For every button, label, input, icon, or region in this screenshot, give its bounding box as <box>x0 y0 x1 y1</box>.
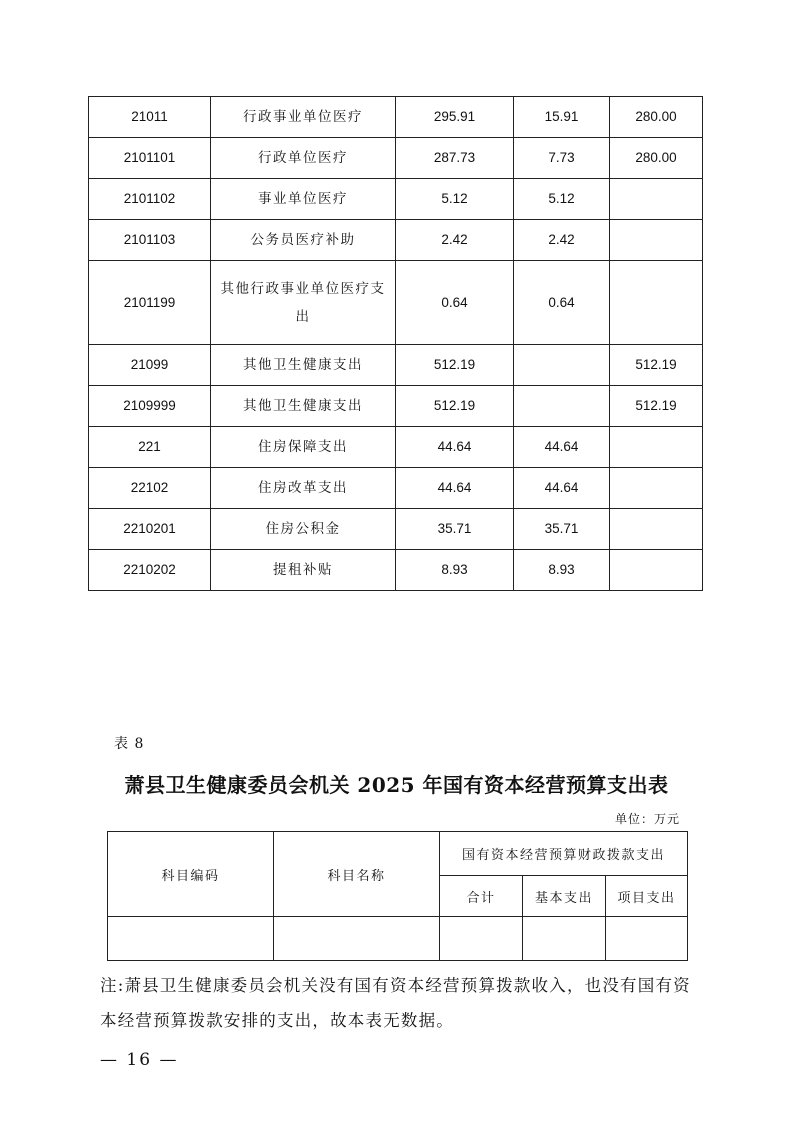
subject-name-cell: 公务员医疗补助 <box>211 220 396 261</box>
table-row <box>89 386 703 427</box>
total-cell: 0.64 <box>396 261 514 345</box>
table-header-row <box>108 832 688 876</box>
page-title: 萧县卫生健康委员会机关 2025 年国有资本经营预算支出表 <box>124 773 669 797</box>
subject-name-cell: 行政单位医疗 <box>211 138 396 179</box>
subject-code-cell: 2101101 <box>89 138 211 179</box>
project-expense-cell <box>610 261 703 345</box>
subject-name-cell: 其他卫生健康支出 <box>211 345 396 386</box>
total-cell: 44.64 <box>396 468 514 509</box>
subject-code-cell: 2210202 <box>89 550 211 591</box>
subject-name-cell: 其他卫生健康支出 <box>211 386 396 427</box>
basic-expense-cell: 44.64 <box>514 468 610 509</box>
table-row <box>89 550 703 591</box>
table-label: 表 8 <box>114 736 145 752</box>
table-row <box>89 345 703 386</box>
subject-name-cell: 行政事业单位医疗 <box>211 97 396 138</box>
total-cell: 35.71 <box>396 509 514 550</box>
total-cell: 512.19 <box>396 345 514 386</box>
column-header-subject-code: 科目编码 <box>108 832 274 917</box>
basic-expense-cell: 35.71 <box>514 509 610 550</box>
unit-label: 单位：万元 <box>614 812 680 826</box>
subject-code-cell: 2210201 <box>89 509 211 550</box>
basic-expense-cell <box>523 917 606 961</box>
subject-code-cell: 22102 <box>89 468 211 509</box>
project-expense-cell: 280.00 <box>610 138 703 179</box>
subject-code-cell: 2101102 <box>89 179 211 220</box>
subject-code-cell <box>108 917 274 961</box>
total-cell: 287.73 <box>396 138 514 179</box>
basic-expense-cell: 15.91 <box>514 97 610 138</box>
total-cell <box>440 917 523 961</box>
table-row <box>89 220 703 261</box>
basic-expense-cell: 5.12 <box>514 179 610 220</box>
subject-code-cell: 21011 <box>89 97 211 138</box>
subject-code-cell: 2101199 <box>89 261 211 345</box>
subject-code-cell: 2109999 <box>89 386 211 427</box>
project-expense-cell <box>610 179 703 220</box>
project-expense-cell: 512.19 <box>610 345 703 386</box>
basic-expense-cell: 2.42 <box>514 220 610 261</box>
basic-expense-cell: 7.73 <box>514 138 610 179</box>
table-row <box>108 917 688 961</box>
basic-expense-cell: 0.64 <box>514 261 610 345</box>
subject-code-cell: 221 <box>89 427 211 468</box>
total-cell: 44.64 <box>396 427 514 468</box>
total-cell: 512.19 <box>396 386 514 427</box>
project-expense-cell <box>606 917 688 961</box>
project-expense-cell <box>610 550 703 591</box>
column-header-total: 合计 <box>440 876 523 917</box>
table-row <box>89 509 703 550</box>
table-row <box>89 261 703 345</box>
state-capital-budget-table <box>107 831 688 961</box>
table-row <box>89 138 703 179</box>
project-expense-cell: 512.19 <box>610 386 703 427</box>
subject-code-cell: 2101103 <box>89 220 211 261</box>
subject-name-cell: 住房公积金 <box>211 509 396 550</box>
table-row <box>89 179 703 220</box>
subject-name-cell: 住房保障支出 <box>211 427 396 468</box>
total-cell: 295.91 <box>396 97 514 138</box>
basic-expense-cell: 44.64 <box>514 427 610 468</box>
column-header-group: 国有资本经营预算财政拨款支出 <box>440 832 688 876</box>
table-row <box>89 468 703 509</box>
project-expense-cell: 280.00 <box>610 97 703 138</box>
column-header-project-expense: 项目支出 <box>606 876 688 917</box>
page-number: — 16 — <box>100 1050 179 1070</box>
column-header-basic-expense: 基本支出 <box>523 876 606 917</box>
basic-expense-cell <box>514 345 610 386</box>
project-expense-cell <box>610 468 703 509</box>
subject-name-cell <box>274 917 440 961</box>
project-expense-cell <box>610 427 703 468</box>
table-note: 注:萧县卫生健康委员会机关没有国有资本经营预算拨款收入，也没有国有资本经营预算拨款安排的支出，故本表无数据。 <box>100 976 691 1030</box>
total-cell: 8.93 <box>396 550 514 591</box>
expenditure-table-continued <box>88 96 703 591</box>
subject-name-cell: 事业单位医疗 <box>211 179 396 220</box>
total-cell: 5.12 <box>396 179 514 220</box>
subject-name-cell: 其他行政事业单位医疗支出 <box>211 261 396 345</box>
table-row <box>89 427 703 468</box>
basic-expense-cell <box>514 386 610 427</box>
table-row <box>89 97 703 138</box>
project-expense-cell <box>610 220 703 261</box>
basic-expense-cell: 8.93 <box>514 550 610 591</box>
subject-name-cell: 住房改革支出 <box>211 468 396 509</box>
subject-code-cell: 21099 <box>89 345 211 386</box>
column-header-subject-name: 科目名称 <box>274 832 440 917</box>
total-cell: 2.42 <box>396 220 514 261</box>
project-expense-cell <box>610 509 703 550</box>
subject-name-cell: 提租补贴 <box>211 550 396 591</box>
